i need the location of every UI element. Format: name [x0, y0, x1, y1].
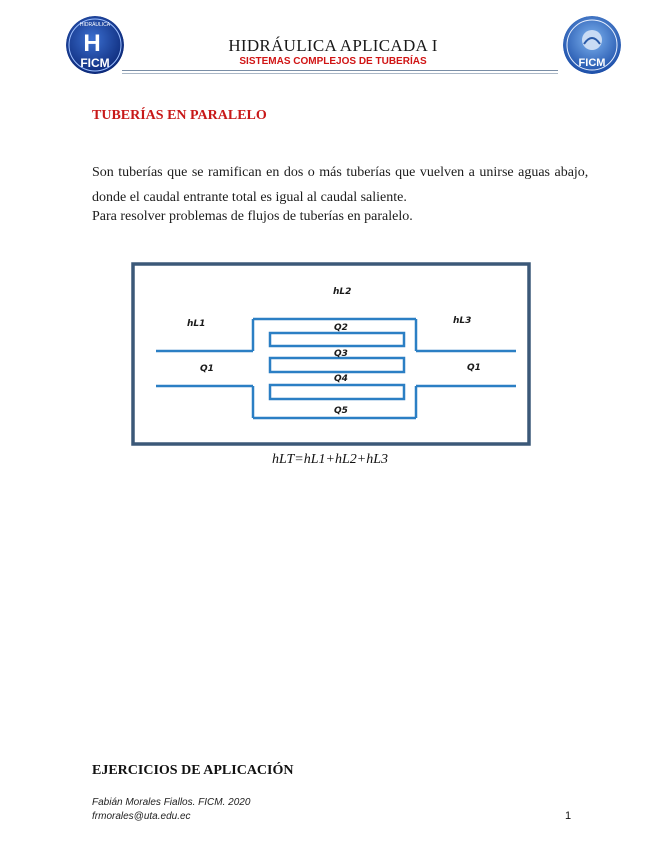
hidraulica-ficm-logo	[66, 16, 124, 74]
head-loss-formula: hLT=hL1+hL2+hL3	[272, 452, 388, 467]
label-q2: Q2	[334, 323, 348, 333]
footer-email: frmorales@uta.edu.ec	[92, 811, 191, 822]
label-q1-inlet: Q1	[200, 364, 214, 374]
page-number: 1	[565, 810, 572, 822]
paragraph-line: Para resolver problemas de flujos de tuberías en paralelo.	[92, 209, 413, 224]
label-hl1: hL1	[187, 319, 206, 329]
logo-left-letter: H	[83, 30, 101, 57]
label-hl3: hL3	[453, 316, 472, 326]
logo-left-text: FICM	[80, 56, 110, 70]
document-subtitle: SISTEMAS COMPLEJOS DE TUBERÍAS	[239, 56, 427, 67]
exercises-title: EJERCICIOS DE APLICACIÓN	[92, 763, 294, 778]
label-q5: Q5	[334, 406, 348, 416]
paragraph-line: donde el caudal entrante total es igual al caudal saliente.	[92, 190, 407, 205]
label-q4: Q4	[334, 374, 348, 384]
logo-left-arc-text: HIDRÁULICA	[79, 22, 111, 28]
document-title: HIDRÁULICA APLICADA I	[228, 36, 438, 55]
header-divider	[122, 70, 558, 71]
logo-right-text: FICM	[578, 57, 606, 69]
footer-author: Fabián Morales Fiallos. FICM. 2020	[92, 797, 251, 808]
label-q1-outlet: Q1	[467, 363, 481, 373]
section-title: TUBERÍAS EN PARALELO	[92, 108, 267, 123]
parallel-pipes-diagram	[131, 262, 531, 446]
ficm-logo	[563, 16, 621, 74]
paragraph-line: Son tuberías que se ramifican en dos o más tuberías que vuelven a unirse aguas abajo,	[92, 165, 589, 180]
label-hl2: hL2	[333, 287, 352, 297]
header-divider-secondary	[122, 73, 558, 74]
label-q3: Q3	[334, 349, 348, 359]
